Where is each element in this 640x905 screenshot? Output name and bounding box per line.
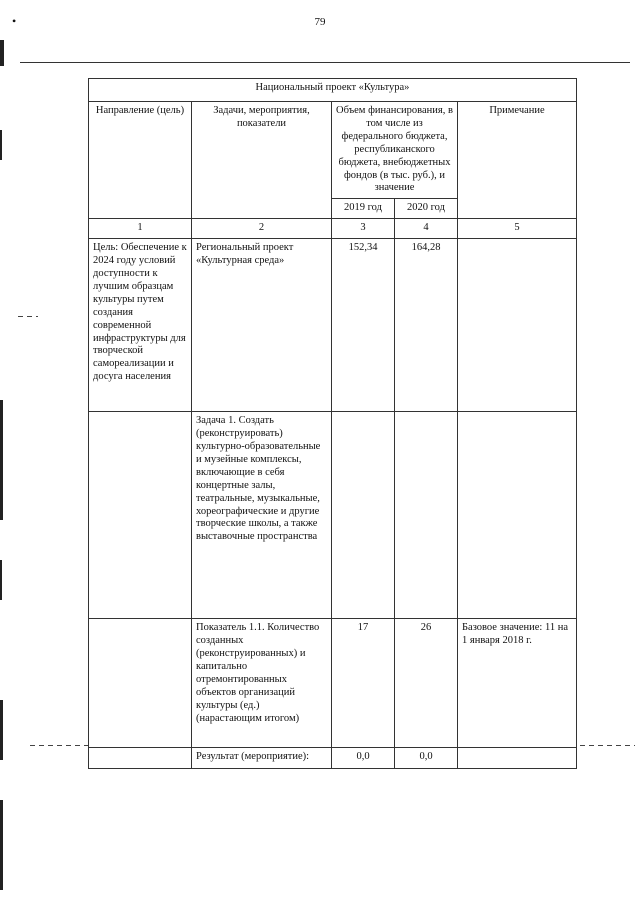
scan-edge-mark xyxy=(0,400,3,520)
page-number: 79 xyxy=(314,16,326,28)
value-2019-cell: 0,0 xyxy=(332,748,395,769)
header-financing: Объем финансирования, в том числе из федерального бюджета, республиканского бюджета, внебюджетных фондов (в тыс. руб.), и значение xyxy=(332,102,458,199)
column-number: 5 xyxy=(458,219,577,239)
culture-project-table xyxy=(88,78,577,769)
task-cell: Региональный проект «Культурная среда» xyxy=(192,239,332,412)
note-cell xyxy=(458,748,577,769)
direction-cell: Цель: Обеспечение к 2024 году условий доступности к лучшим образцам культуры путем создания современной инфраструктуры для творческой самореализации и досуга населения xyxy=(89,239,192,412)
project-title-cell: Национальный проект «Культура» xyxy=(89,79,577,102)
column-number: 1 xyxy=(89,219,192,239)
task-cell: Показатель 1.1. Количество созданных (реконструированных) и капитально отремонтированных объектов организаций культуры (ед.) (нарастающим итогом) xyxy=(192,619,332,748)
header-year-2020: 2020 год xyxy=(395,199,458,219)
table-row xyxy=(89,239,577,412)
table-row xyxy=(89,412,577,619)
header-note: Примечание xyxy=(458,102,577,219)
value-2020-cell: 26 xyxy=(395,619,458,748)
value-2020-cell: 0,0 xyxy=(395,748,458,769)
value-2020-cell xyxy=(395,412,458,619)
direction-cell xyxy=(89,619,192,748)
table-row xyxy=(89,619,577,748)
scan-edge-mark xyxy=(0,40,4,66)
task-cell: Результат (мероприятие): xyxy=(192,748,332,769)
scan-edge-mark xyxy=(0,560,2,600)
value-2019-cell xyxy=(332,412,395,619)
dashed-mark xyxy=(18,316,38,317)
margin-bullet: • xyxy=(12,14,17,28)
scan-edge-mark xyxy=(0,800,3,890)
direction-cell xyxy=(89,748,192,769)
header-direction: Направление (цель) xyxy=(89,102,192,219)
scan-edge-mark xyxy=(0,130,2,160)
dashed-mark xyxy=(30,745,90,746)
value-2019-cell: 17 xyxy=(332,619,395,748)
column-number: 2 xyxy=(192,219,332,239)
dashed-mark xyxy=(580,745,635,746)
table-row xyxy=(89,748,577,769)
header-rule xyxy=(20,62,630,63)
header-tasks: Задачи, мероприятия, показатели xyxy=(192,102,332,219)
task-cell: Задача 1. Создать (реконструировать) культурно-образовательные и музейные комплексы, включающие в себя концертные залы, театральные, музыкальные, хореографические и другие творческие школы, а также выставочные пространства xyxy=(192,412,332,619)
direction-cell xyxy=(89,412,192,619)
note-cell xyxy=(458,412,577,619)
note-cell: Базовое значение: 11 на 1 января 2018 г. xyxy=(458,619,577,748)
column-number: 3 xyxy=(332,219,395,239)
header-year-2019: 2019 год xyxy=(332,199,395,219)
column-number: 4 xyxy=(395,219,458,239)
column-number-row xyxy=(89,219,577,239)
scan-edge-mark xyxy=(0,700,3,760)
note-cell xyxy=(458,239,577,412)
value-2020-cell: 164,28 xyxy=(395,239,458,412)
value-2019-cell: 152,34 xyxy=(332,239,395,412)
